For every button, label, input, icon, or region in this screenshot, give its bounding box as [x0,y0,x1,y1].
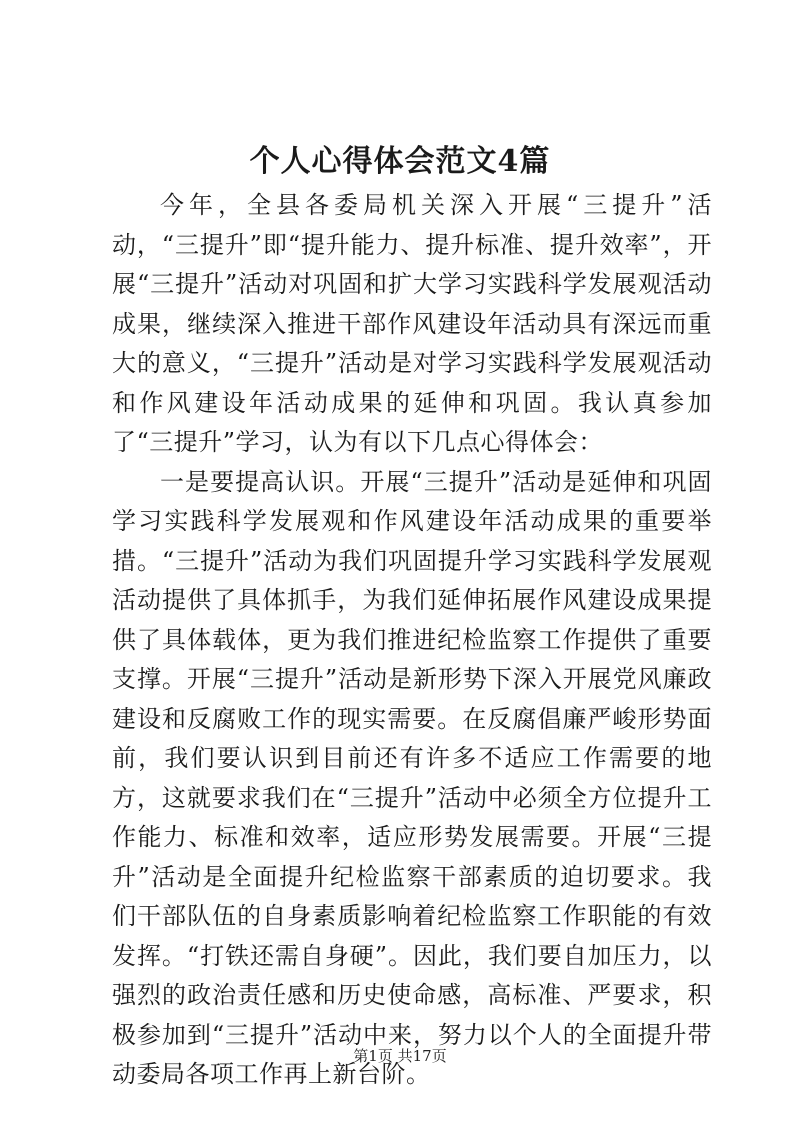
document-body [112,186,712,1095]
paragraph-point-one: 一是要提高认识。开展“三提升”活动是延伸和巩固学习实践科学发展观和作风建设年活动成果的重要举措。“三提升”活动为我们巩固提升学习实践科学发展观活动提供了具体抓手，为我们延伸拓展作风建设成果提供了具体载体，更为我们推进纪检监察工作提供了重要支撑。开展“三提升”活动是新形势下深入开展党风廉政建设和反腐败工作的现实需要。在反腐倡廉严峻形势面前，我们要认识到目前还有许多不适应工作需要的地方，这就要求我们在“三提升”活动中必须全方位提升工作能力、标准和效率，适应形势发展需要。开展“三提升”活动是全面提升纪检监察干部素质的迫切要求。我们干部队伍的自身素质影响着纪检监察工作职能的有效发挥。“打铁还需自身硬”。因此，我们要自加压力，以强烈的政治责任感和历史使命感，高标准、严要求，积极参加到“三提升”活动中来，努力以个人的全面提升带动委局各项工作再上新台阶。 [112,467,712,1088]
document-title: 个人心得体会范文4篇 [249,144,551,179]
paragraph-intro: 今年，全县各委局机关深入开展“三提升”活动，“三提升”即“提升能力、提升标准、提升效率”，开展“三提升”活动对巩固和扩大学习实践科学发展观活动成果，继续深入推进干部作风建设年活动具有深远而重大的意义，“三提升”活动是对学习实践科学发展观活动和作风建设年活动成果的延伸和巩固。我认真参加了“三提升”学习，认为有以下几点心得体会： [112,191,712,456]
page-number-footer: 第1页 共17页 [353,1047,447,1065]
